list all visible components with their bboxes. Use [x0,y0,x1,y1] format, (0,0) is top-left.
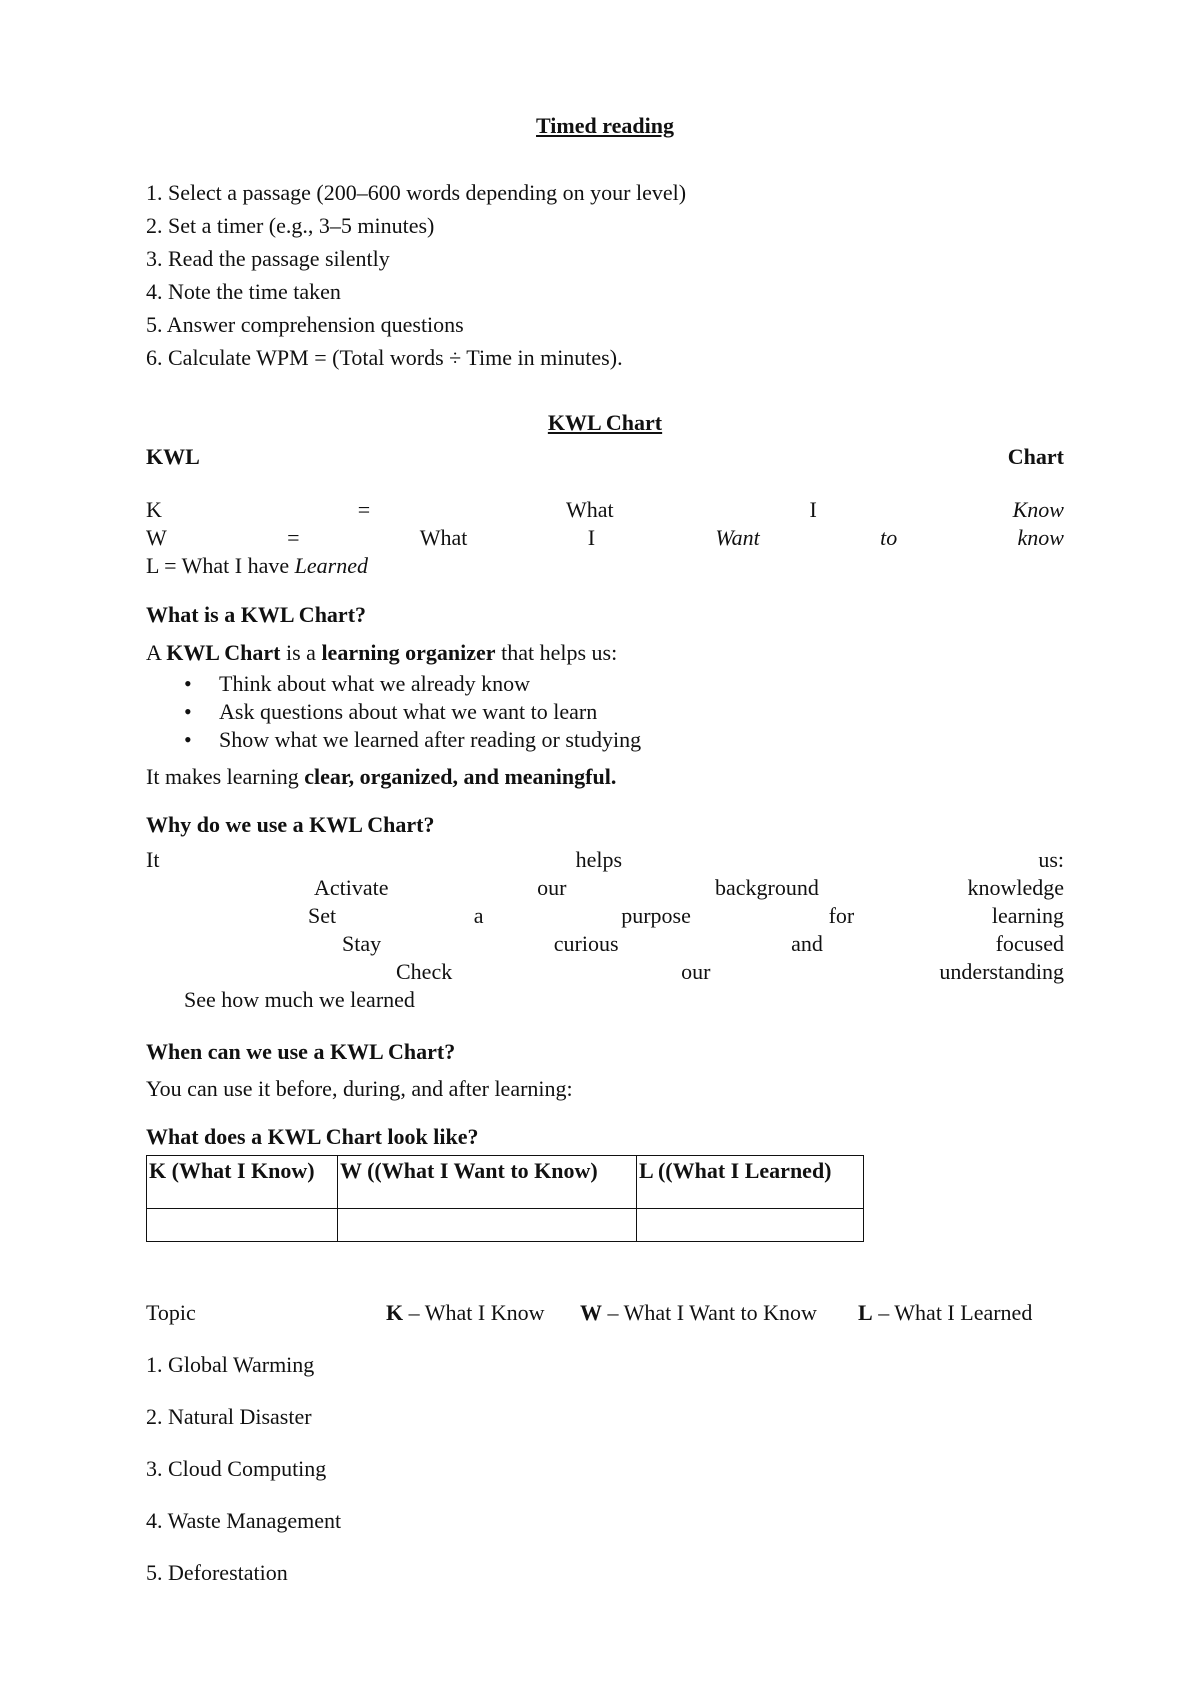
timed-reading-steps [146,176,686,374]
what-is-paragraph [146,636,617,669]
kwl-chart-title: KWL Chart [547,410,663,435]
kwl-table-header-row [147,1156,864,1209]
p-a: A [146,640,167,665]
why-list [146,846,1064,1014]
k-word: K [146,497,162,522]
topic-item: 5. Deforestation [146,1560,288,1585]
why-word: for [828,903,855,928]
topic-w-letter: W [580,1300,602,1325]
why-word: a [473,903,484,928]
clear-bold: clear, organized, and meaningful. [304,764,617,789]
topic-k-text: – What I Know [403,1300,545,1325]
kwl-l-definition [146,552,368,580]
why-word: Stay [342,931,382,956]
kwl-subtitle-left: KWL [146,444,200,469]
what-is-bullets [146,670,641,754]
what-is-heading: What is a KWL Chart? [146,602,367,627]
topic-k-letter: K [386,1300,404,1325]
bullet-text: Show what we learned after reading or studying [219,727,642,752]
kwl-subtitle-right: Chart [1007,444,1064,469]
k-word: I [809,497,817,522]
why-word: purpose [621,903,691,928]
kwl-chart-subtitle [146,440,1064,473]
p-kwl-bold: KWL Chart [166,640,281,665]
w-word: I [587,525,596,550]
why-word: understanding [939,959,1064,984]
timed-reading-step: 4. Note the time taken [146,279,341,304]
topic-item: 3. Cloud Computing [146,1456,327,1481]
kwl-table-empty-row [147,1209,864,1242]
w-word: W [146,525,167,550]
why-row [146,874,1064,902]
topic-w-text: – What I Want to Know [602,1300,817,1325]
why-word: our [537,875,567,900]
bullet-dot: • [184,727,192,752]
why-word: background [715,875,819,900]
bullet-text: Ask questions about what we want to learn [219,699,598,724]
why-word: Activate [314,875,389,900]
k-word: What [565,497,614,522]
bullet-text: Think about what we already know [219,671,530,696]
bullet-item [146,698,641,726]
timed-reading-step: 3. Read the passage silently [146,246,390,271]
kwl-table-header-k: K (What I Know) [147,1156,338,1209]
k-word: = [357,497,371,522]
why-word: our [681,959,711,984]
clear-paragraph [146,760,616,793]
w-word: What [419,525,468,550]
why-row [146,846,1064,874]
w-word: Want [715,525,760,550]
k-word: Know [1012,497,1064,522]
w-word: = [287,525,300,550]
timed-reading-step: 5. Answer comprehension questions [146,312,464,337]
why-row: See how much we learned [184,987,415,1012]
topic-l [858,1296,1032,1329]
p-isa: is a [280,640,322,665]
bullet-item [146,670,641,698]
bullet-dot: • [184,671,192,696]
timed-reading-step: 2. Set a timer (e.g., 3–5 minutes) [146,213,435,238]
kwl-k-definition [146,496,1064,524]
clear-prefix: It makes learning [146,764,305,789]
timed-reading-step: 6. Calculate WPM = (Total words ÷ Time in minutes). [146,345,623,370]
why-word: us: [1038,847,1064,872]
p-helps: that helps us: [495,640,618,665]
kwl-table-cell [338,1209,637,1242]
timed-reading-step: 1. Select a passage (200–600 words depending on your level) [146,180,687,205]
topic-l-text: – What I Learned [872,1300,1033,1325]
why-word: knowledge [967,875,1064,900]
why-word: learning [991,903,1064,928]
topic-item: 1. Global Warming [146,1352,315,1377]
kwl-table-header-l: L ((What I Learned) [637,1156,864,1209]
topic-label: Topic [146,1300,196,1325]
topic-w [580,1296,817,1329]
w-word: know [1017,525,1064,550]
bullet-item [146,726,641,754]
kwl-table [146,1155,864,1242]
topic-item: 2. Natural Disaster [146,1404,312,1429]
p-organizer-bold: learning organizer [321,640,496,665]
why-word: curious [553,931,619,956]
w-word: to [880,525,898,550]
why-word: Set [308,903,337,928]
l-italic: Learned [294,553,368,578]
why-word: and [791,931,823,956]
look-heading: What does a KWL Chart look like? [146,1124,479,1149]
why-row [146,930,1064,958]
topic-list [146,1348,341,1608]
kwl-table-header-w: W ((What I Want to Know) [338,1156,637,1209]
topic-k [386,1296,544,1329]
kwl-table-cell [637,1209,864,1242]
kwl-table-cell [147,1209,338,1242]
why-word: It [146,847,160,872]
why-word: helps [575,847,623,872]
l-prefix: L = What I have [146,553,295,578]
kwl-w-definition [146,524,1064,552]
why-row [146,902,1064,930]
when-paragraph: You can use it before, during, and after learning: [146,1076,573,1101]
bullet-dot: • [184,699,192,724]
timed-reading-title: Timed reading [536,113,674,138]
topic-l-letter: L [858,1300,873,1325]
why-word: Check [396,959,453,984]
topic-item: 4. Waste Management [146,1508,342,1533]
why-heading: Why do we use a KWL Chart? [146,812,435,837]
when-heading: When can we use a KWL Chart? [146,1039,456,1064]
why-row [146,958,1064,986]
why-word: focused [995,931,1064,956]
